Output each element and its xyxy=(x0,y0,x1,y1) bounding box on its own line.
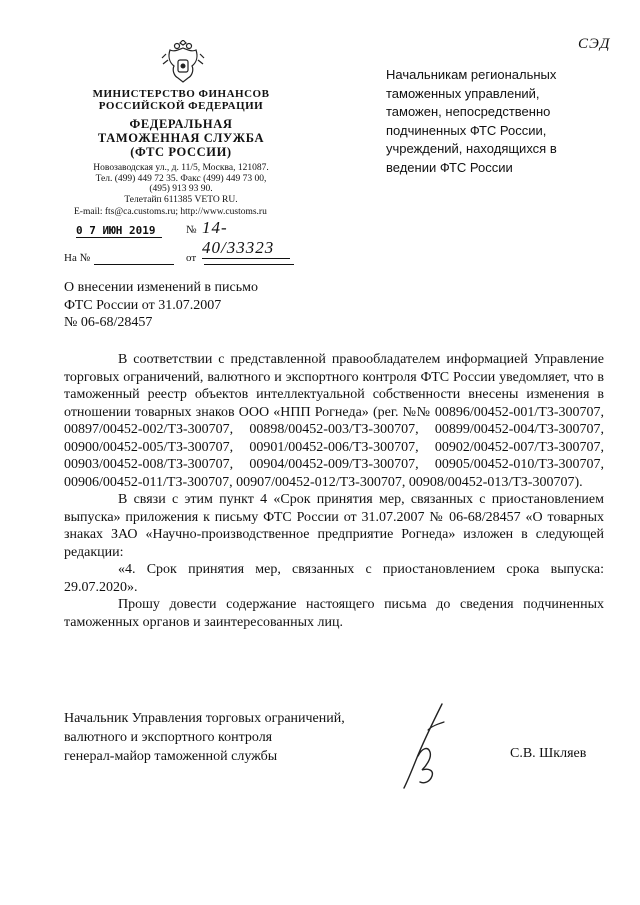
document-date: 0 7 ИЮН 2019 xyxy=(76,224,162,238)
service-name xyxy=(70,117,292,159)
address-line: Новозаводская ул., д. 11/5, Москва, 121087. xyxy=(93,163,269,173)
addressee-line: подчиненных ФТС России, xyxy=(386,122,547,138)
phone-line: Тел. (499) 449 72 35. Факс (499) 449 73 00, xyxy=(95,173,267,184)
position-line: Начальник Управления торговых ограничений, xyxy=(64,711,345,726)
letter-subject xyxy=(64,279,258,332)
signer-name: С.В. Шкляев xyxy=(510,746,587,761)
sed-stamp: СЭД xyxy=(578,36,611,52)
reference-number-blank xyxy=(94,264,174,265)
position-line: валютного и экспортного контроля xyxy=(64,730,273,745)
subject-line: № 06-68/28457 xyxy=(64,315,153,330)
position-line: генерал-майор таможенной службы xyxy=(64,749,278,764)
addressee xyxy=(386,66,586,177)
service-line-2: ТАМОЖЕННАЯ СЛУЖБА xyxy=(97,131,265,145)
document-number: 14-40/33323 xyxy=(202,218,290,259)
phone-line-2: (495) 913 93 90. xyxy=(149,184,213,194)
body-paragraph-2: В связи с этим пункт 4 «Срок принятия мер, связанных с приостановлением выпуска» приложения к письму ФТС России от 31.07.2007 № 06-68/28457 «О товарных знаках ЗАО «Научно-производственное предприятие Рогнеда» изложен в следующей редакции: xyxy=(64,492,604,560)
reference-date-blank xyxy=(204,264,294,265)
ministry-name xyxy=(70,88,292,112)
addressee-line: Начальникам региональных xyxy=(386,67,557,82)
reference-label: На № xyxy=(64,252,91,264)
reference-from-label: от xyxy=(186,252,197,264)
subject-line: О внесении изменений в письмо xyxy=(64,280,258,295)
number-label: № xyxy=(186,224,197,236)
ministry-line-2: РОССИЙСКОЙ ФЕДЕРАЦИИ xyxy=(98,100,264,112)
addressee-line: ведении ФТС России xyxy=(386,159,513,175)
addressee-line: учреждений, находящихся в xyxy=(386,141,557,156)
coat-of-arms-icon xyxy=(160,40,206,86)
service-line-1: ФЕДЕРАЛЬНАЯ xyxy=(129,117,233,131)
body-paragraph-4: Прошу довести содержание настоящего письма до сведения подчиненных таможенных органов и заинтересованных лиц. xyxy=(64,597,604,630)
subject-line: ФТС России от 31.07.2007 xyxy=(64,297,222,313)
reference-line xyxy=(64,252,304,266)
signatory-position xyxy=(64,709,345,766)
body-paragraph-1: В соответствии с представленной правообладателем информацией Управление торговых ограничений, валютного и экспортного контроля ФТС России уведомляет, что в таможенный реестр объектов интеллектуальной собственности внесены изменения в отношении товарных знаков ООО «НПП Рогнеда» (рег. №№ 00896/00452-001/ТЗ-300707, 00897/00452-002/ТЗ-300707, 00898/00452-003/ТЗ-300707, 00899/00452-004/ТЗ-300707, 00900/00452-005/ТЗ-300707, 00901/00452-006/ТЗ-300707, 00902/00452-007/ТЗ-300707, 00903/00452-008/ТЗ-300707, 00904/00452-009/ТЗ-300707, 00905/00452-010/ТЗ-300707, 00906/00452-011/ТЗ-300707, 00907/00452-012/ТЗ-300707, 00908/00452-013/ТЗ-300707). xyxy=(64,352,604,490)
addressee-line: таможенных управлений, xyxy=(386,85,540,101)
email-line: E-mail: fts@ca.customs.ru; http://www.customs.ru xyxy=(74,207,267,217)
ministry-line-1: МИНИСТЕРСТВО ФИНАНСОВ xyxy=(92,88,270,100)
contacts xyxy=(70,163,292,205)
teletype-line: Телетайп 611385 VETO RU. xyxy=(124,194,238,205)
addressee-line: таможен, непосредственно xyxy=(386,104,551,119)
date-number-line xyxy=(64,218,304,257)
body-paragraph-3: «4. Срок принятия мер, связанных с приостановлением срока выпуска: 29.07.2020». xyxy=(64,562,604,595)
handwritten-signature-icon xyxy=(398,700,454,792)
service-line-3: (ФТС РОССИИ) xyxy=(130,145,232,159)
letter-body xyxy=(64,351,604,631)
